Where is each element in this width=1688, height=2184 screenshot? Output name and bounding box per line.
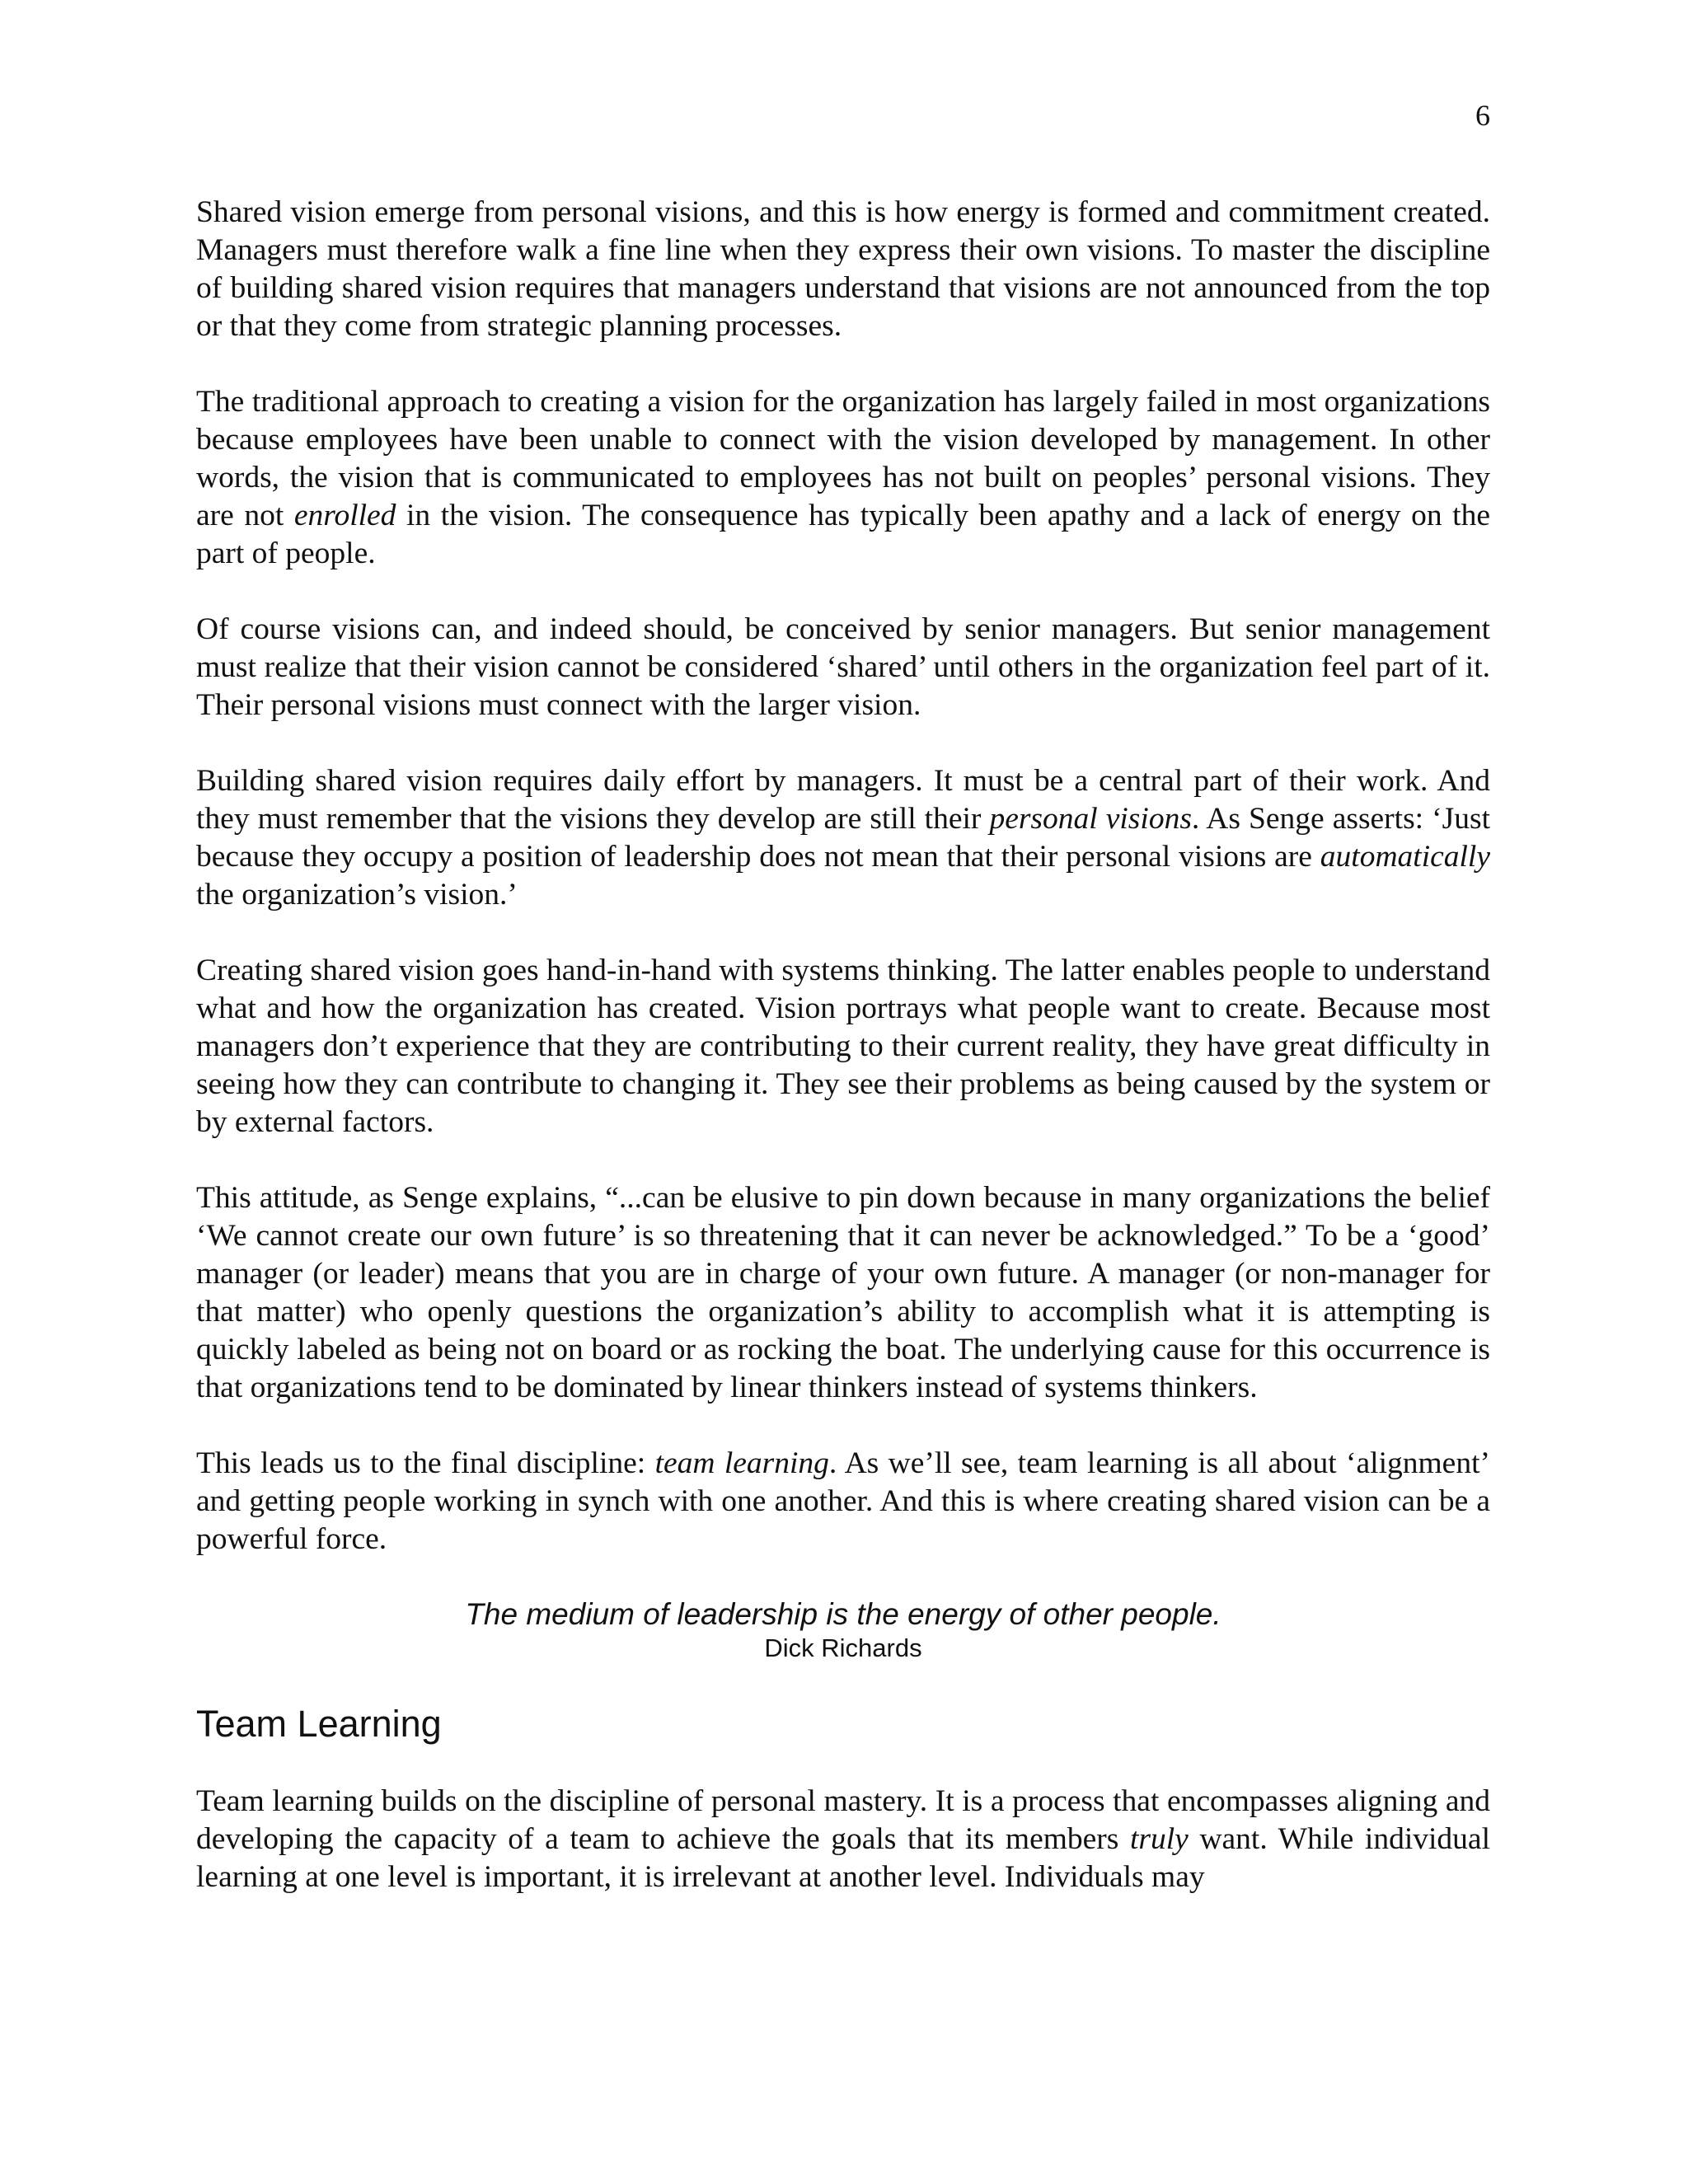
emphasis-text: automatically [1320, 840, 1490, 874]
paragraph [196, 611, 1490, 724]
quote-author: Dick Richards [764, 1633, 922, 1662]
text-run: . As we’ll see, team learning is all about ‘alignment’ and getting people working in synch with one another. And this is where creating shared vision can be a powerful force. [196, 1446, 1490, 1556]
text-run: want. While individual learning at one level is important, it is irrelevant at another level. Individuals may [196, 1822, 1490, 1894]
page-number: 6 [1475, 99, 1490, 132]
text-run: The traditional approach to creating a vision for the organization has largely failed in most organizations because employees have been unable to connect with the vision developed by management. In other words, the vision that is communicated to employees has not built on peoples’ personal visions. They are not [196, 385, 1490, 532]
text-run: . As Senge asserts: ‘Just because they occupy a position of leadership does not mean that their personal visions are [196, 802, 1490, 874]
paragraph-group [196, 194, 1490, 1558]
paragraph [196, 762, 1490, 914]
paragraph [196, 383, 1490, 573]
text-run: Team learning builds on the discipline of personal mastery. It is a process that encompasses aligning and developing the capacity of a team to achieve the goals that its members [196, 1784, 1490, 1856]
text-run: Creating shared vision goes hand-in-hand with systems thinking. The latter enables people to understand what and how the organization has created. Vision portrays what people want to create. Because most managers don’t experience that they are contributing to their current reality, they have great difficulty in seeing how they can contribute to changing it. They see their problems as being caused by the system or by external factors. [196, 954, 1490, 1139]
section-paragraph-group [196, 1783, 1490, 1896]
text-run: This leads us to the final discipline: [196, 1446, 655, 1480]
paragraph [196, 1445, 1490, 1558]
paragraph [196, 952, 1490, 1141]
paragraph [196, 1783, 1490, 1896]
emphasis-text: personal visions [989, 802, 1192, 836]
paragraph [196, 1179, 1490, 1407]
emphasis-text: enrolled [293, 499, 396, 532]
text-run: the organization’s vision.’ [196, 878, 518, 912]
page-content [196, 194, 1490, 1934]
emphasis-text: truly [1130, 1822, 1189, 1856]
text-run: in the vision. The consequence has typically been apathy and a lack of energy on the part of people. [196, 499, 1490, 570]
text-run: Shared vision emerge from personal visions, and this is how energy is formed and commitment created. Managers must therefore walk a fine line when they express their own visions. To master the discipline of building shared vision requires that managers understand that visions are not announced from the top or that they come from strategic planning processes. [196, 195, 1490, 343]
pull-quote [196, 1596, 1490, 1664]
section-heading: Team Learning [196, 1703, 442, 1745]
text-run: Building shared vision requires daily effort by managers. It must be a central part of their work. And they must remember that the visions they develop are still their [196, 764, 1490, 836]
quote-text: The medium of leadership is the energy of other people. [465, 1597, 1221, 1631]
text-run: This attitude, as Senge explains, “...can be elusive to pin down because in many organizations the belief ‘We cannot create our own future’ is so threatening that it can never be acknowledged.” To be a ‘good’ manager (or leader) means that you are in charge of your own future. A manager (or non-manager for that matter) who openly questions the organization’s ability to accomplish what it is attempting is quickly labeled as being not on board or as rocking the boat. The underlying cause for this occurrence is that organizations tend to be dominated by linear thinkers instead of systems thinkers. [196, 1181, 1490, 1404]
emphasis-text: team learning [654, 1446, 829, 1480]
text-run: Of course visions can, and indeed should, be conceived by senior managers. But senior management must realize that their vision cannot be considered ‘shared’ until others in the organization feel part of it. Their personal visions must connect with the larger vision. [196, 612, 1490, 722]
paragraph [196, 194, 1490, 345]
